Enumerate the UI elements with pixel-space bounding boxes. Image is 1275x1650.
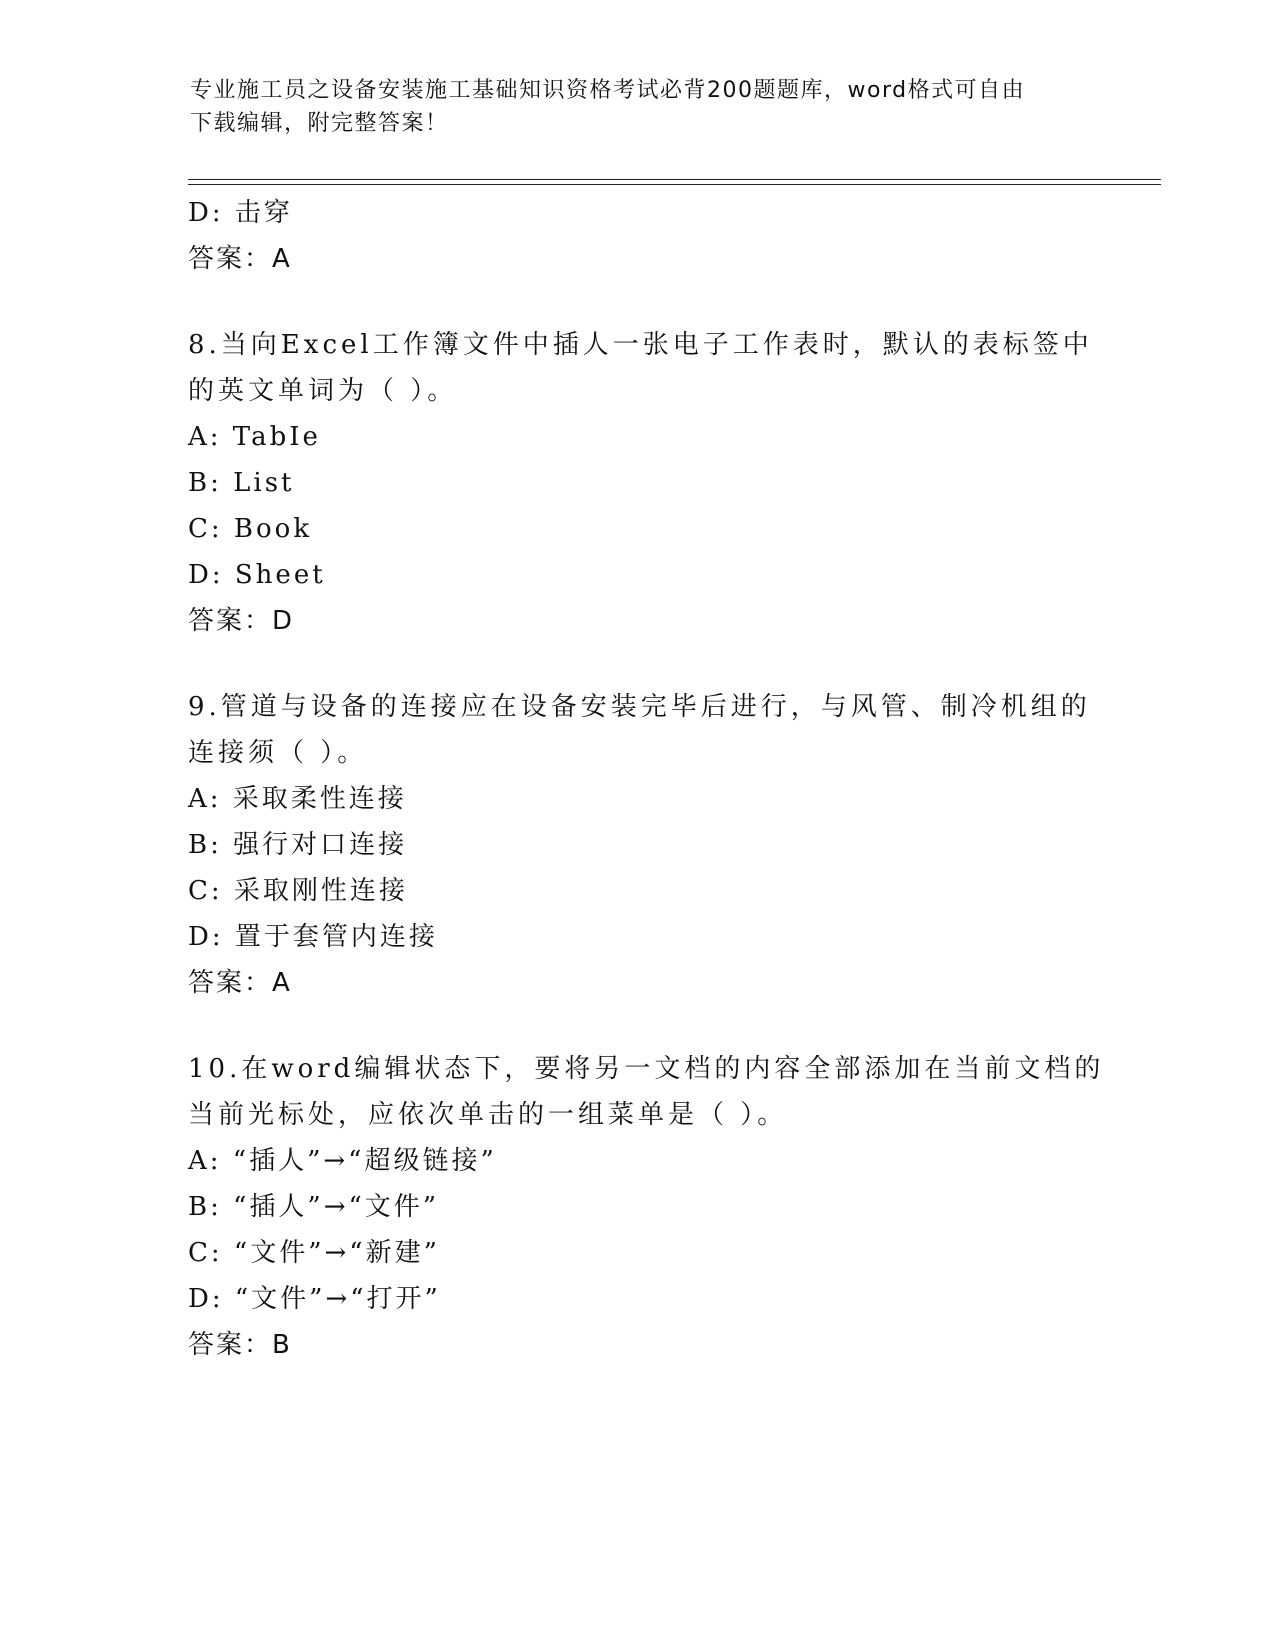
- option-d: D: 击穿: [188, 198, 293, 228]
- question-9: [188, 684, 1091, 1006]
- option-b: B: “插人”→“文件”: [188, 1192, 440, 1222]
- answer-line: 答案：B: [188, 1330, 292, 1360]
- option-b: B: 强行对口连接: [188, 830, 408, 860]
- question-8: [188, 322, 1093, 644]
- answer-line: 答案：A: [188, 244, 292, 274]
- option-d: D: Sheet: [188, 560, 326, 590]
- question-stem: [188, 684, 1091, 776]
- option-c: C: Book: [188, 514, 313, 544]
- option-a: A: TabIe: [188, 422, 321, 452]
- previous-question-tail: [188, 190, 1088, 282]
- question-stem-line-2: 连接须（ ）。: [188, 738, 368, 768]
- option-c: C: “文件”→“新建”: [188, 1238, 440, 1268]
- spacer: [188, 282, 1088, 322]
- answer-line: 答案：A: [188, 968, 292, 998]
- question-stem-line-1: 10.在word编辑状态下，要将另一文档的内容全部添加在当前文档的: [188, 1054, 1105, 1084]
- question-stem-line-2: 的英文单词为（ ）。: [188, 376, 458, 406]
- question-stem-line-2: 当前光标处，应依次单击的一组菜单是（ ）。: [188, 1100, 788, 1130]
- question-stem-line-1: 9.管道与设备的连接应在设备安装完毕后进行，与风管、制冷机组的: [188, 692, 1091, 722]
- header-divider-top: [188, 179, 1161, 180]
- question-stem: [188, 1046, 1105, 1138]
- option-d: D: 置于套管内连接: [188, 922, 438, 952]
- question-10: [188, 1046, 1105, 1368]
- header-title-line-2: 下载编辑，附完整答案！: [190, 111, 449, 136]
- option-b: B: List: [188, 468, 295, 498]
- spacer: [188, 1006, 1088, 1046]
- question-list: [188, 190, 1105, 1368]
- spacer: [188, 644, 1088, 684]
- question-stem: [188, 322, 1093, 414]
- answer-line: 答案：D: [188, 606, 295, 636]
- option-d: D: “文件”→“打开”: [188, 1284, 441, 1314]
- option-a: A: 采取柔性连接: [188, 784, 407, 814]
- option-a: A: “插人”→“超级链接”: [188, 1146, 497, 1176]
- header-divider-bottom: [188, 184, 1161, 185]
- question-stem-line-1: 8.当向Excel工作簿文件中插人一张电子工作表时，默认的表标签中: [188, 330, 1093, 360]
- option-c: C: 采取刚性连接: [188, 876, 408, 906]
- header-title-line-1: 专业施工员之设备安装施工基础知识资格考试必背200题题库，word格式可自由: [190, 78, 1026, 103]
- document-header: [190, 74, 1090, 140]
